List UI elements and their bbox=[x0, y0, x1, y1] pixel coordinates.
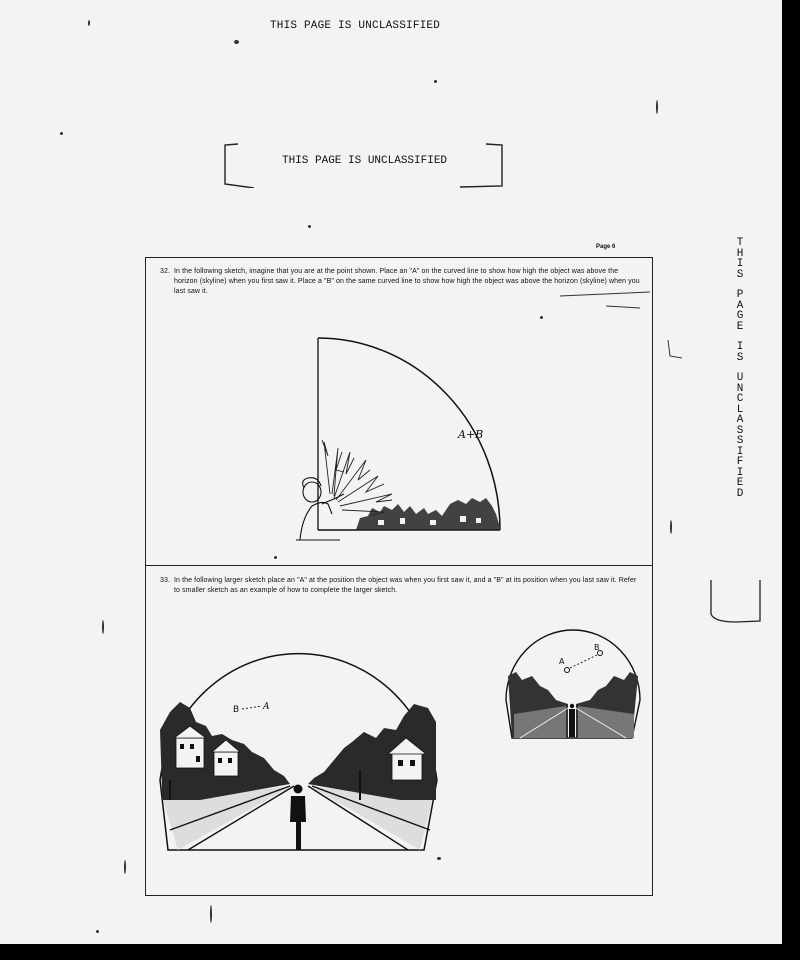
question-number: 33. bbox=[160, 577, 171, 584]
observer-figure-icon bbox=[569, 704, 575, 737]
observer-figure-icon bbox=[290, 785, 306, 851]
left-trees-icon bbox=[160, 702, 290, 800]
side-stamp-letter: S bbox=[736, 351, 744, 364]
position-a-label: A bbox=[263, 702, 270, 712]
side-stamp-letter: I bbox=[736, 341, 744, 353]
small-dome-example bbox=[506, 630, 640, 738]
skyline-trees-icon bbox=[356, 498, 499, 530]
sight-ray-icon bbox=[322, 440, 392, 516]
quarter-arc-sketch bbox=[296, 338, 500, 540]
side-stamp-letter: U bbox=[736, 372, 744, 384]
page-number: Page 6 bbox=[596, 244, 616, 250]
boxed-stamp-text: THIS PAGE IS UNCLASSIFIED bbox=[282, 155, 448, 167]
side-stamp-letter: F bbox=[736, 456, 744, 468]
question-text: In the following larger sketch place an "A" at the position the object was when you first saw it, and a "B" at its position when you last saw it. Refer to smaller sketch as an example of how to complete the larger sketch. bbox=[174, 577, 637, 594]
side-stamp-letter: S bbox=[736, 268, 744, 281]
side-stamp-letter: C bbox=[736, 393, 744, 405]
question-number: 32. bbox=[160, 268, 171, 275]
side-stamp-letter: S bbox=[736, 435, 744, 447]
position-b-label: B bbox=[233, 705, 240, 715]
side-stamp-letter: E bbox=[736, 477, 744, 489]
side-stamp-letter: T bbox=[736, 237, 744, 249]
classification-stamp-top: THIS PAGE IS UNCLASSIFIED bbox=[270, 20, 441, 32]
right-trees-icon bbox=[308, 704, 436, 800]
example-a-label: A bbox=[559, 657, 565, 666]
side-stamp-letter: A bbox=[736, 414, 744, 426]
question-text: In the following sketch, imagine that you are at the point shown. Place an "A" on the curved line to show how high the object was above the horizon (skyline) when you first saw it. Place a "B" on the same curved line to show how high the object was above the horizon (skyline) when you last saw it. bbox=[174, 268, 640, 295]
side-stamp-letter: I bbox=[736, 466, 744, 479]
large-dome-sketch bbox=[160, 654, 437, 850]
side-stamp-letter: H bbox=[736, 247, 744, 260]
arc-annotation: A+B bbox=[458, 428, 484, 441]
side-stamp-letter: I bbox=[736, 258, 744, 270]
side-stamp-letter: G bbox=[736, 310, 744, 322]
side-stamp-letter: P bbox=[736, 289, 744, 301]
side-stamp-letter: A bbox=[736, 299, 744, 312]
side-stamp-letter: D bbox=[736, 487, 744, 500]
side-stamp-letter: N bbox=[736, 382, 744, 395]
example-b-label: B bbox=[594, 643, 600, 652]
side-stamp-letter: I bbox=[736, 445, 744, 458]
side-stamp-letter: L bbox=[736, 403, 744, 416]
side-stamp-letter: E bbox=[736, 320, 744, 333]
side-stamp-letter: S bbox=[736, 424, 744, 437]
